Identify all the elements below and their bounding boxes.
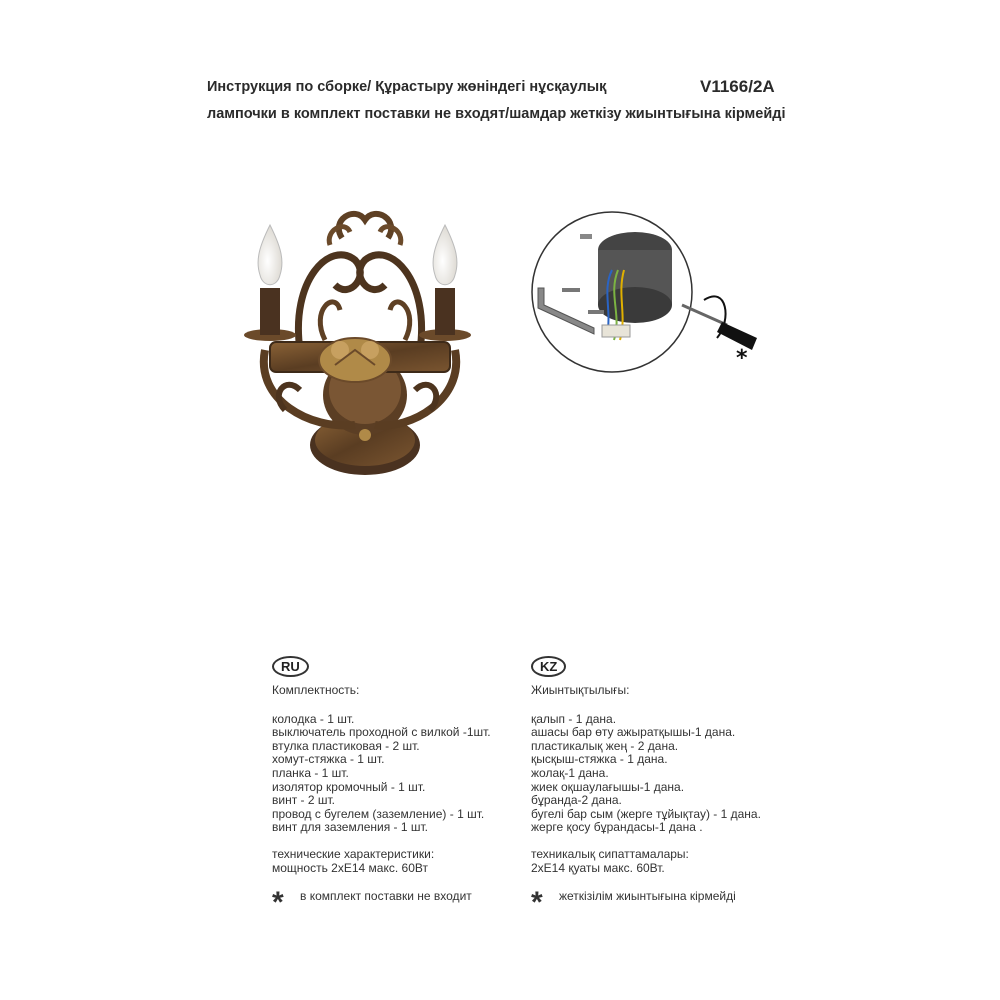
list-item: қысқыш-стяжка - 1 дана. <box>531 752 668 767</box>
kz-section <box>531 656 761 920</box>
list-item: провод с бугелем (заземление) - 1 шт. <box>272 806 485 821</box>
kz-items-list <box>531 713 761 835</box>
kz-section-title: Жиынтықтылығы: <box>531 683 630 697</box>
list-item: пластикалық жең - 2 дана. <box>531 738 679 753</box>
ru-tech-specs <box>272 848 491 875</box>
wall-sconce-image <box>230 200 480 485</box>
list-item: бұранда-2 дана. <box>531 793 622 808</box>
instruction-title: Инструкция по сборке/ Құрастыру жөніндегі нұсқаулық <box>207 79 607 95</box>
list-item: қалып - 1 дана. <box>531 711 617 726</box>
not-included-star-icon: * <box>736 346 748 371</box>
list-item: планка - 1 шт. <box>272 765 349 780</box>
kz-tech-title: техникалық сипаттамалары: <box>531 846 689 861</box>
mounting-diagram <box>522 210 762 375</box>
model-code: V1166/2A <box>700 77 775 96</box>
ru-section <box>272 656 491 920</box>
list-item: бугелі бар сым (жерге тұйықтау) - 1 дана. <box>531 806 761 821</box>
star-icon: * <box>272 886 284 920</box>
list-item: втулка пластиковая - 2 шт. <box>272 738 420 753</box>
list-item: винт - 2 шт. <box>272 793 335 808</box>
star-icon: * <box>531 886 543 920</box>
ru-tech-value: мощность 2хЕ14 макс. 60Вт <box>272 860 428 875</box>
list-item: хомут-стяжка - 1 шт. <box>272 752 385 767</box>
kz-badge: KZ <box>531 656 566 677</box>
list-item: ашасы бар өту ажыратқышы-1 дана. <box>531 725 736 740</box>
kz-note <box>531 886 761 920</box>
list-item: винт для заземления - 1 шт. <box>272 820 429 835</box>
ru-section-title: Комплектность: <box>272 683 360 697</box>
list-item: жерге қосу бұрандасы-1 дана . <box>531 820 703 835</box>
ru-badge: RU <box>272 656 309 677</box>
list-item: жолақ-1 дана. <box>531 765 609 780</box>
ru-note-text: в комплект поставки не входит <box>300 889 472 904</box>
kz-tech-specs <box>531 848 761 875</box>
ru-tech-title: технические характеристики: <box>272 846 435 861</box>
ru-items-list <box>272 713 491 835</box>
bulbs-notice: лампочки в комплект поставки не входят/шамдар жеткізу жиынтығына кірмейді <box>207 106 786 122</box>
ru-note <box>272 886 491 920</box>
kz-tech-value: 2хЕ14 қуаты макс. 60Вт. <box>531 860 665 875</box>
list-item: колодка - 1 шт. <box>272 711 355 726</box>
kz-note-text: жеткізілім жиынтығына кірмейді <box>559 889 736 904</box>
list-item: жиек оқшаулағышы-1 дана. <box>531 779 685 794</box>
list-item: выключатель проходной с вилкой -1шт. <box>272 725 491 740</box>
list-item: изолятор кромочный - 1 шт. <box>272 779 426 794</box>
